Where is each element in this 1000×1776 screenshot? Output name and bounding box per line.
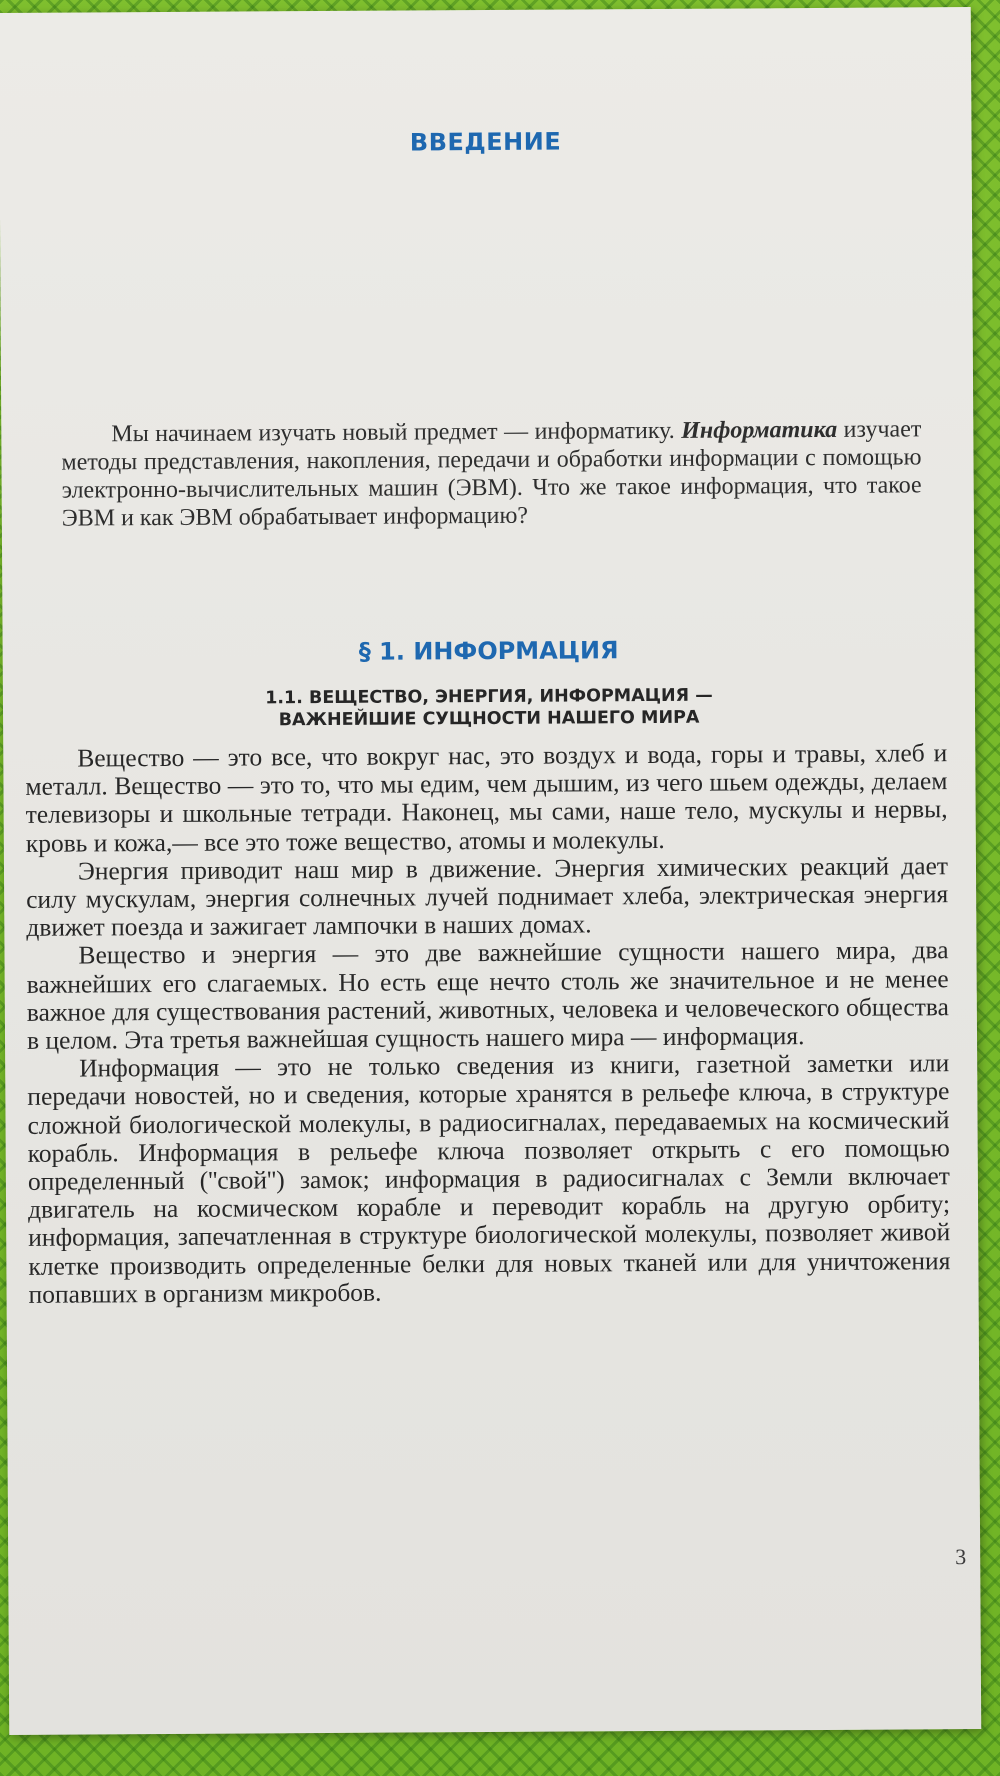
subsection-title-line-1: 1.1. ВЕЩЕСТВО, ЭНЕРГИЯ, ИНФОРМАЦИЯ — [265, 685, 713, 709]
intro-text-end: изучает методы представления, накопления, передачи и обработки информации с помощью электронно-вычислительных машин (ЭВМ). Что же такое информация, что такое ЭВМ и как ЭВМ обрабатывает информацию? [61, 416, 922, 532]
paragraph-energy: Энергия приводит наш мир в движение. Энергия химических реакций дает силу мускулам, энергия солнечных лучей поднимает хлеба, электрическая энергия движет поезда и зажигает лампочки в наших домах. [26, 851, 949, 943]
chapter-title: ВВЕДЕНИЕ [409, 127, 562, 157]
subsection-title-line-2: ВАЖНЕЙШИЕ СУЩНОСТИ НАШЕГО МИРА [278, 707, 700, 731]
subsection-title [3, 683, 975, 733]
intro-text-start: Мы начинаем изучать новый предмет — информатику. [111, 417, 682, 448]
book-page [0, 7, 981, 1735]
page-number: 3 [955, 1544, 967, 1570]
section-title: § 1. ИНФОРМАЦИЯ [358, 636, 619, 666]
intro-term: Информатика [681, 416, 838, 444]
paragraph-substance: Вещество — это все, что вокруг нас, это воздух и вода, горы и травы, хлеб и металл. Вещество — это то, что мы едим, чем дышим, из чего шьем одежды, делаем телевизоры и школьные тетради. Наконец, мы сами, наше тело, мускулы и нервы, кровь и кожа,— все это тоже вещество, атомы и молекулы. [25, 738, 948, 858]
paragraph-essences: Вещество и энергия — это две важнейшие сущности нашего мира, два важнейших его слагаемых. Но есть еще нечто столь же значительное и не менее важное для существования растений, животных, человека и человеческого общества в целом. Эта третья важнейшая сущность нашего мира — информация. [26, 935, 949, 1055]
intro-paragraph [61, 415, 922, 532]
body-text [25, 739, 950, 1309]
paragraph-information: Информация — это не только сведения из книги, газетной заметки или передачи новостей, но и сведения, которые хранятся в рельефе ключа, в структуре сложной биологической молекулы, в радиосигналах, передаваемых на космический корабль. Информация в рельефе ключа позволяет открыть с его помощью определенный (''свой'') замок; информация в радиосигналах с Земли включает двигатель на космическом корабле и переводит корабль на другую орбиту; информация, запечатленная в структуре биологической молекулы, позволяет живой клетке производить определенные белки для новых тканей или для уничтожения попавших в организм микробов. [27, 1048, 951, 1309]
